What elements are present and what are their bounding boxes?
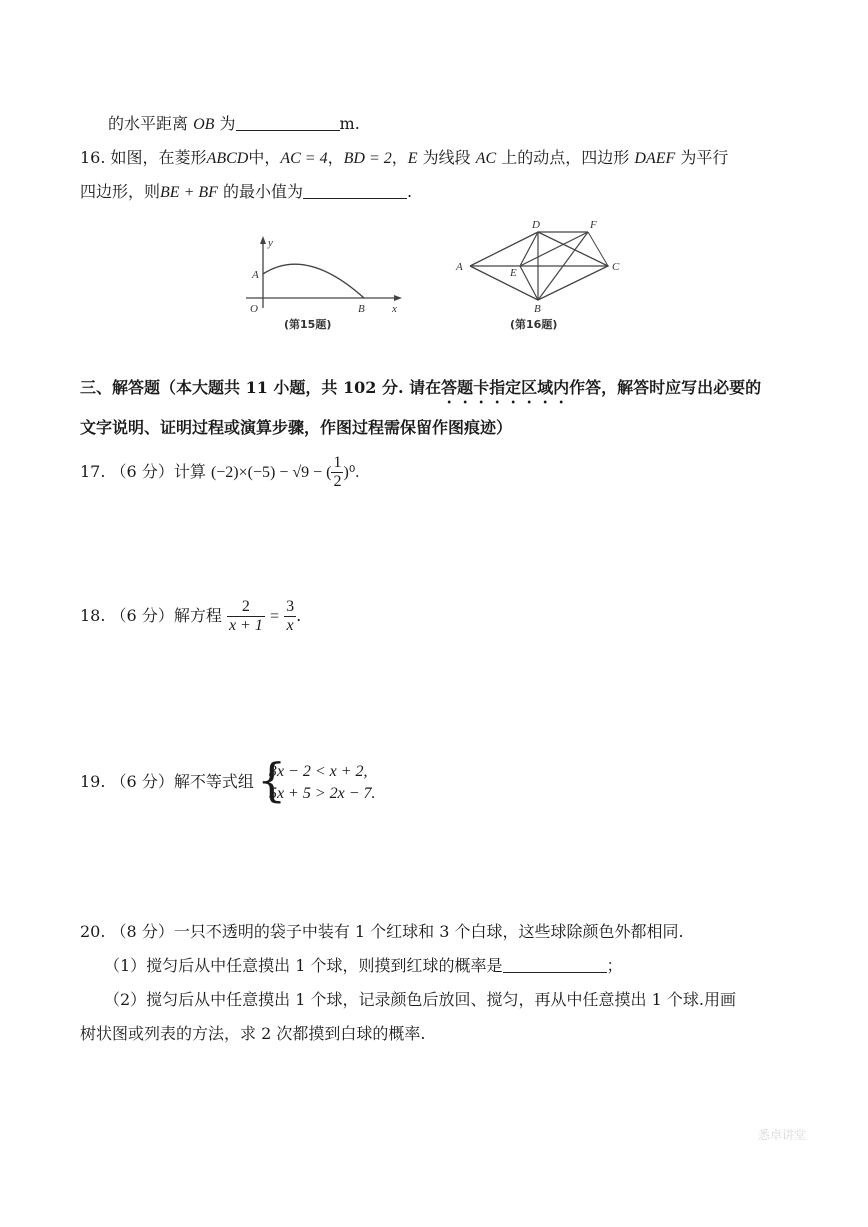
- q20-stem: 20. （8 分）一只不透明的袋子中装有 1 个红球和 3 个白球，这些球除颜色外都相同.: [80, 922, 684, 941]
- brace-glyph: {: [256, 752, 287, 807]
- label-A: A: [252, 269, 259, 281]
- answer-blank-q16[interactable]: [303, 182, 407, 199]
- answer-blank-q15[interactable]: [236, 114, 340, 131]
- section-3-heading-line-1: 三、解答题（本大题共 11 小题，共 102 分. 请在答题卡指定区域内作答，解答时应写出必要的: [80, 378, 762, 397]
- q20-part-2-line-2: 树状图或列表的方法，求 2 次都摸到白球的概率.: [80, 1024, 426, 1043]
- q16-line-1: 16. 如图，在菱形ABCD中，AC = 4，BD = 2，E 为线段 AC 上的动点，四边形 DAEF 为平行: [80, 148, 729, 167]
- parabola-curve: [263, 264, 364, 298]
- q20-part-1: （1）搅匀后从中任意摸出 1 个球，则摸到红球的概率是 ；: [104, 956, 623, 975]
- q17-line: 17. （6 分）计算 (−2)×(−5) − √9 − ( $\frac{1}{2}$ )⁰.: [80, 454, 360, 490]
- y-axis-arrow: [260, 236, 266, 244]
- label-F: F: [590, 219, 597, 231]
- watermark: 悉卓讲堂: [757, 1128, 806, 1142]
- q16-line-2: 四边形，则BE + BF 的最小值为 .: [80, 182, 413, 201]
- figure-16: [450, 214, 630, 338]
- segment-EF: [520, 232, 588, 266]
- x-axis-arrow: [394, 295, 402, 301]
- fraction-right: $\frac{3}{x}$: [286, 598, 295, 634]
- label-E: E: [510, 267, 517, 279]
- fraction-one-half: $\frac{1}{2}$: [333, 454, 342, 490]
- inequality-system: { 3x − 2 < x + 2, 5x + 5 > 2x − 7.: [256, 752, 376, 807]
- label-B: B: [358, 303, 365, 315]
- figure-16-caption: (第16题): [510, 318, 558, 331]
- q15-tail-line: 的水平距离 OB 为 m.: [108, 114, 360, 133]
- section-3-heading-line-2: 文字说明、证明过程或演算步骤，作图过程需保留作图痕迹）: [80, 418, 513, 437]
- fraction-left: $\frac{2}{x + 1}$: [228, 598, 263, 634]
- answer-blank-q20-1[interactable]: [503, 956, 607, 973]
- label-y: y: [268, 237, 273, 249]
- label-O: O: [250, 303, 258, 315]
- label-A: A: [456, 261, 463, 273]
- q20-part-2-line-1: （2）搅匀后从中任意摸出 1 个球，记录颜色后放回、搅匀，再从中任意摸出 1 个球.用画: [104, 990, 736, 1009]
- figure-15-caption: (第15题): [284, 318, 332, 331]
- label-x: x: [392, 303, 397, 315]
- label-D: D: [532, 219, 540, 231]
- q18-line: 18. （6 分）解方程 $\frac{2}{x + 1}$ = $\frac{3}{x}$ .: [80, 598, 302, 634]
- figure-15: [236, 232, 406, 338]
- q19-line: 19. （6 分）解不等式组 { 3x − 2 < x + 2, 5x + 5 > 2x − 7.: [80, 752, 376, 807]
- label-B: B: [534, 303, 541, 315]
- label-C: C: [612, 261, 620, 273]
